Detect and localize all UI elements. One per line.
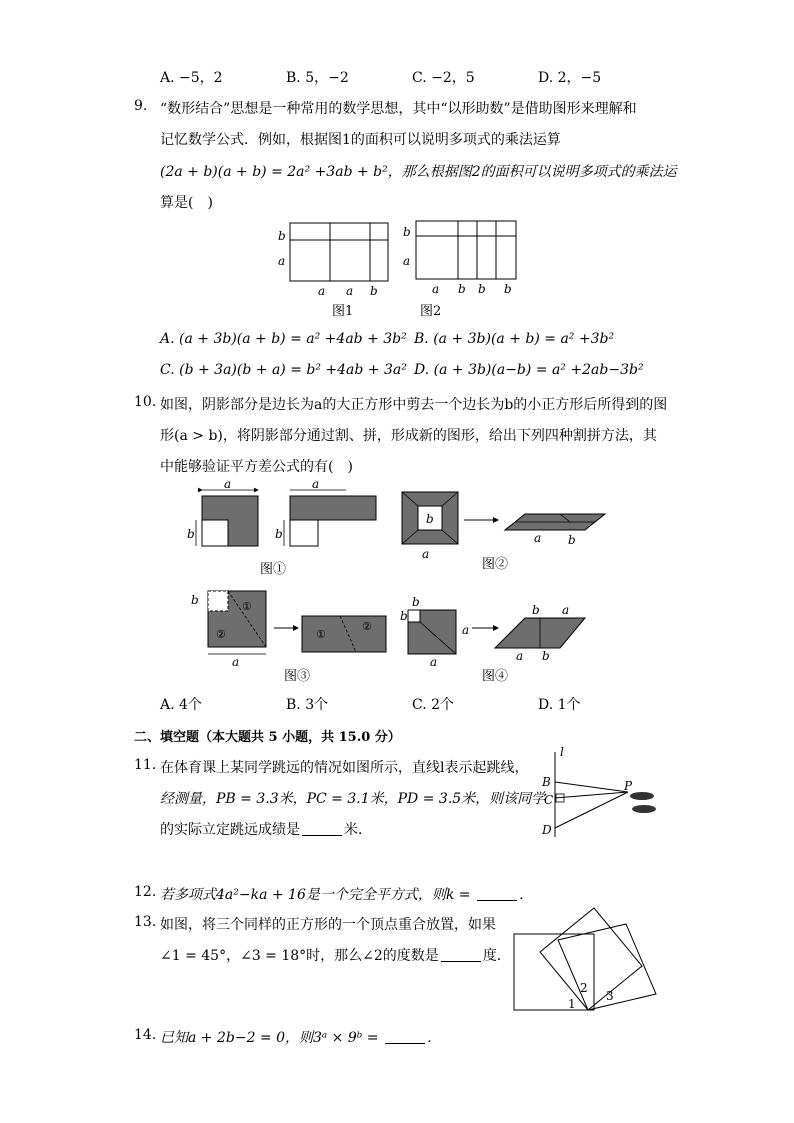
svg-text:b: b [403,225,411,239]
svg-text:a: a [312,478,320,491]
q12-text: 若多项式4a²−ka + 16是一个完全平方式，则k = ． [160,887,533,903]
svg-text:②: ② [216,628,226,641]
svg-text:b: b [542,649,550,663]
q10-text-line2: 形(a > b)，将阴影部分通过割、拼，形成新的图形，给出下列四种割拼方法，其 [160,428,657,444]
svg-text:D: D [542,823,552,837]
svg-text:1: 1 [568,997,576,1011]
q10-caption-3: 图③ [284,669,311,684]
svg-text:②: ② [362,620,372,633]
q14-number: 14. [134,1027,157,1043]
svg-text:a: a [232,655,240,669]
q9-text-line4: 算是( ) [160,195,213,211]
q14-text: 已知a + 2b−2 = 0，则3ᵃ × 9ᵇ = ． [160,1030,441,1046]
svg-text:b: b [400,609,408,623]
svg-text:a: a [462,623,470,637]
svg-text:b: b [504,282,512,296]
svg-text:B: B [542,775,551,789]
svg-text:b: b [275,527,283,541]
q9-fig2-rect [416,221,516,279]
q9-figures [270,215,530,325]
svg-text:①: ① [316,628,326,641]
svg-text:a: a [534,531,542,545]
q9-fig1-rect [290,223,388,281]
q8-option-c: C. −2，5 [412,70,475,86]
q9-fig1-label-a: a [278,254,286,268]
q8-option-a: A. −5，2 [160,70,223,86]
q13-answer-blank[interactable] [441,947,481,962]
q10-figures [180,478,620,688]
svg-text:l: l [560,745,564,759]
svg-text:a: a [516,649,524,663]
q10-text-line3: 中能够验证平方差公式的有( ) [160,459,353,475]
svg-text:①: ① [242,600,252,613]
q9-fig2-caption: 图2 [420,304,442,319]
svg-text:a: a [432,282,440,296]
q10-caption-2: 图② [482,557,509,572]
q9-fig1-caption: 图1 [332,304,354,319]
q10-caption-1: 图① [260,562,287,577]
q11-text-line3: 的实际立定跳远成绩是 米． [160,822,372,838]
q13-number: 13. [134,914,157,930]
q13-text-line2: ∠1 = 45°，∠3 = 18°时，那么∠2的度数是 度． [160,948,511,964]
q14-answer-blank[interactable] [385,1029,425,1044]
svg-text:b: b [426,512,434,526]
q9-option-b: B. (a + 3b)(a + b) = a² +3b² [414,331,615,347]
q9-text-line1: “数形结合”思想是一种常用的数学思想，其中“以形助数”是借助图形来理解和 [160,101,637,117]
svg-text:b: b [478,282,486,296]
q9-text-line2: 记忆数学公式．例如，根据图1的面积可以说明多项式的乘法运算 [160,132,561,148]
q10-option-b: B. 3个 [286,697,329,713]
q9-option-d: D. (a + 3b)(a−b) = a² +2ab−3b² [414,362,644,378]
svg-text:b: b [532,603,540,617]
q13-figure [508,902,668,1014]
q13-text-line1: 如图，将三个同样的正方形的一个顶点重合放置，如果 [160,917,496,933]
q11-text-line1: 在体育课上某同学跳远的情况如图所示，直线l表示起跳线， [160,760,529,776]
svg-text:a: a [422,547,430,561]
q9-option-c: C. (b + 3a)(b + a) = b² +4ab + 3a² [160,362,407,378]
q8-option-d: D. 2，−5 [538,70,602,86]
q10-option-d: D. 1个 [538,697,581,713]
q12-number: 12. [134,884,157,900]
q11-number: 11. [134,757,157,773]
q9-number: 9. [134,98,148,114]
svg-text:a: a [403,254,411,268]
svg-text:2: 2 [580,981,588,995]
q10-caption-4: 图④ [482,669,509,684]
q9-text-line3: (2a + b)(a + b) = 2a² +3ab + b²，那么根据图2的面积可以说明多项式的乘法运 [160,164,677,180]
svg-text:b: b [187,527,195,541]
svg-text:a: a [346,284,354,298]
svg-text:a: a [562,603,570,617]
svg-text:b: b [458,282,466,296]
q13-square-2 [540,908,642,1010]
svg-text:3: 3 [606,989,614,1003]
svg-text:C: C [544,793,554,807]
q12-answer-blank[interactable] [477,886,517,901]
section-2-title: 二、填空题（本大题共 5 小题，共 15.0 分） [134,730,401,745]
footprint-icon [632,805,656,813]
footprint-icon [630,792,654,800]
q8-option-b: B. 5，−2 [286,70,349,86]
svg-text:a: a [318,284,326,298]
q11-answer-blank[interactable] [302,821,342,836]
q11-figure [530,742,670,842]
svg-text:b: b [568,533,576,547]
svg-text:a: a [224,478,232,491]
q11-text-line2: 经测量，PB = 3.3米，PC = 3.1米，PD = 3.5米，则该同学 [160,791,546,807]
q9-option-a: A. (a + 3b)(a + b) = a² +4ab + 3b² [160,331,407,347]
q9-fig1-label-b: b [278,229,286,243]
q10-option-c: C. 2个 [412,697,455,713]
svg-text:b: b [191,593,199,607]
svg-text:a: a [430,655,438,669]
q10-number: 10. [134,394,157,410]
q10-text-line1: 如图，阴影部分是边长为a的大正方形中剪去一个边长为b的小正方形后所得到的图 [160,397,668,413]
q13-square-1 [514,934,594,1010]
svg-text:b: b [412,595,420,609]
svg-text:P: P [624,779,633,793]
q10-option-a: A. 4个 [160,697,202,713]
svg-text:b: b [370,284,378,298]
